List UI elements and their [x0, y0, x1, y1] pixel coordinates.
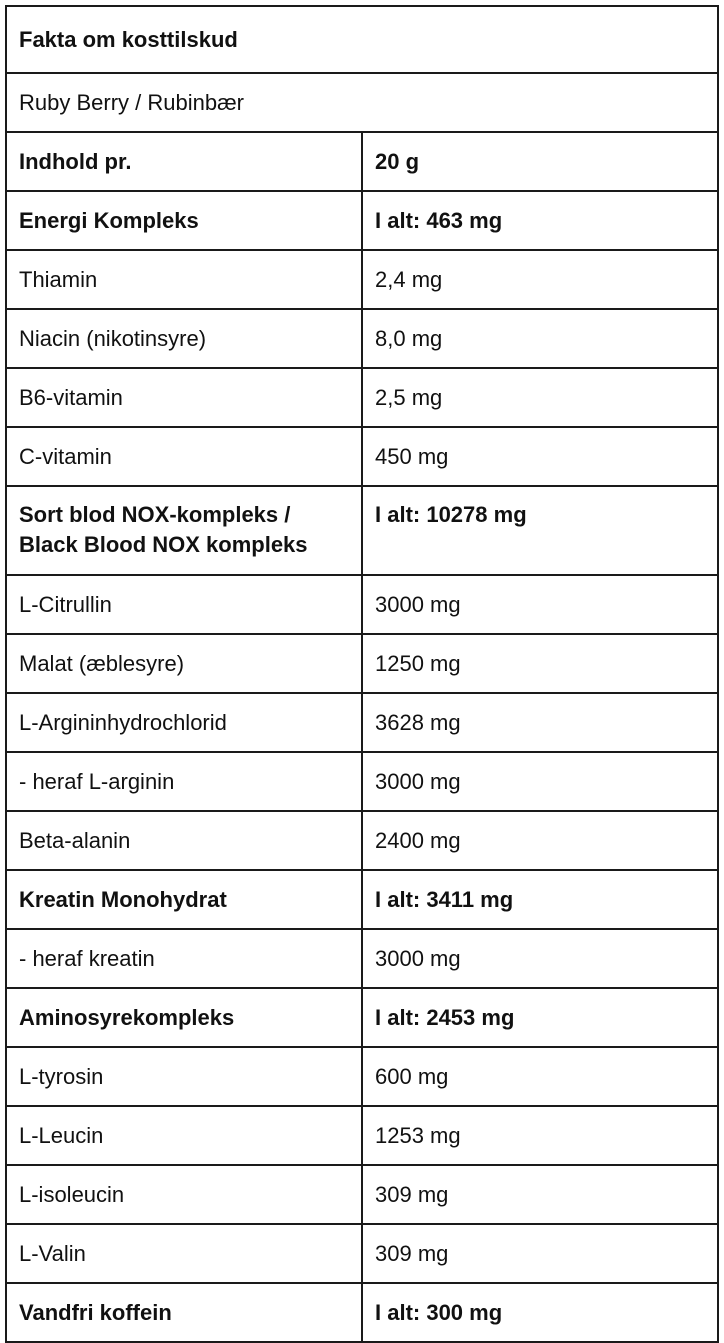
table-row: [6, 870, 718, 929]
table-row: [6, 1165, 718, 1224]
nutrient-name: Kreatin Monohydrat: [6, 870, 362, 929]
nutrient-name: L-tyrosin: [6, 1047, 362, 1106]
nutrient-amount: 1253 mg: [362, 1106, 718, 1165]
nutrient-name: Sort blod NOX-kompleks / Black Blood NOX kompleks: [6, 486, 362, 575]
table-row: [6, 575, 718, 634]
nutrient-amount: 1250 mg: [362, 634, 718, 693]
nutrient-name: Vandfri koffein: [6, 1283, 362, 1342]
nutrient-amount: 8,0 mg: [362, 309, 718, 368]
table-row: [6, 1283, 718, 1342]
nutrient-amount: I alt: 3411 mg: [362, 870, 718, 929]
flavor-row: [6, 73, 718, 132]
nutrient-amount: 3000 mg: [362, 575, 718, 634]
table-row: [6, 309, 718, 368]
nutrient-name: C-vitamin: [6, 427, 362, 486]
nutrient-amount: 309 mg: [362, 1165, 718, 1224]
table-row: [6, 1047, 718, 1106]
table-row: [6, 486, 718, 575]
table-row: [6, 250, 718, 309]
nutrient-name: L-Citrullin: [6, 575, 362, 634]
table-row: [6, 752, 718, 811]
table-title: Fakta om kosttilskud: [6, 6, 718, 73]
nutrient-amount: I alt: 300 mg: [362, 1283, 718, 1342]
table-row: [6, 427, 718, 486]
nutrient-amount: 3628 mg: [362, 693, 718, 752]
nutrient-name: L-Leucin: [6, 1106, 362, 1165]
nutrient-name: L-Valin: [6, 1224, 362, 1283]
nutrient-amount: I alt: 463 mg: [362, 191, 718, 250]
nutrient-name: Niacin (nikotinsyre): [6, 309, 362, 368]
table-row: [6, 988, 718, 1047]
nutrient-name: Aminosyrekompleks: [6, 988, 362, 1047]
nutrient-name: L-isoleucin: [6, 1165, 362, 1224]
nutrient-name: L-Argininhydrochlorid: [6, 693, 362, 752]
table-row: [6, 368, 718, 427]
nutrient-name: Indhold pr.: [6, 132, 362, 191]
nutrient-amount: 2,4 mg: [362, 250, 718, 309]
nutrient-amount: I alt: 10278 mg: [362, 486, 718, 575]
nutrient-name: - heraf kreatin: [6, 929, 362, 988]
table-row: [6, 929, 718, 988]
nutrient-amount: 600 mg: [362, 1047, 718, 1106]
supplement-facts-body: [6, 6, 718, 1342]
nutrient-amount: 309 mg: [362, 1224, 718, 1283]
supplement-facts-table: [5, 5, 719, 1343]
nutrient-amount: 3000 mg: [362, 752, 718, 811]
nutrient-amount: 2400 mg: [362, 811, 718, 870]
nutrient-name: Malat (æblesyre): [6, 634, 362, 693]
table-row: [6, 634, 718, 693]
nutrient-amount: 20 g: [362, 132, 718, 191]
nutrient-amount: I alt: 2453 mg: [362, 988, 718, 1047]
table-row: [6, 693, 718, 752]
table-row: [6, 811, 718, 870]
table-row: [6, 132, 718, 191]
nutrient-name: - heraf L-arginin: [6, 752, 362, 811]
table-row: [6, 191, 718, 250]
nutrient-amount: 3000 mg: [362, 929, 718, 988]
nutrient-name: Beta-alanin: [6, 811, 362, 870]
table-title-row: [6, 6, 718, 73]
nutrient-name: B6-vitamin: [6, 368, 362, 427]
nutrient-amount: 450 mg: [362, 427, 718, 486]
table-row: [6, 1224, 718, 1283]
nutrient-name: Thiamin: [6, 250, 362, 309]
nutrient-amount: 2,5 mg: [362, 368, 718, 427]
nutrient-name: Energi Kompleks: [6, 191, 362, 250]
flavor-name: Ruby Berry / Rubinbær: [6, 73, 718, 132]
table-row: [6, 1106, 718, 1165]
